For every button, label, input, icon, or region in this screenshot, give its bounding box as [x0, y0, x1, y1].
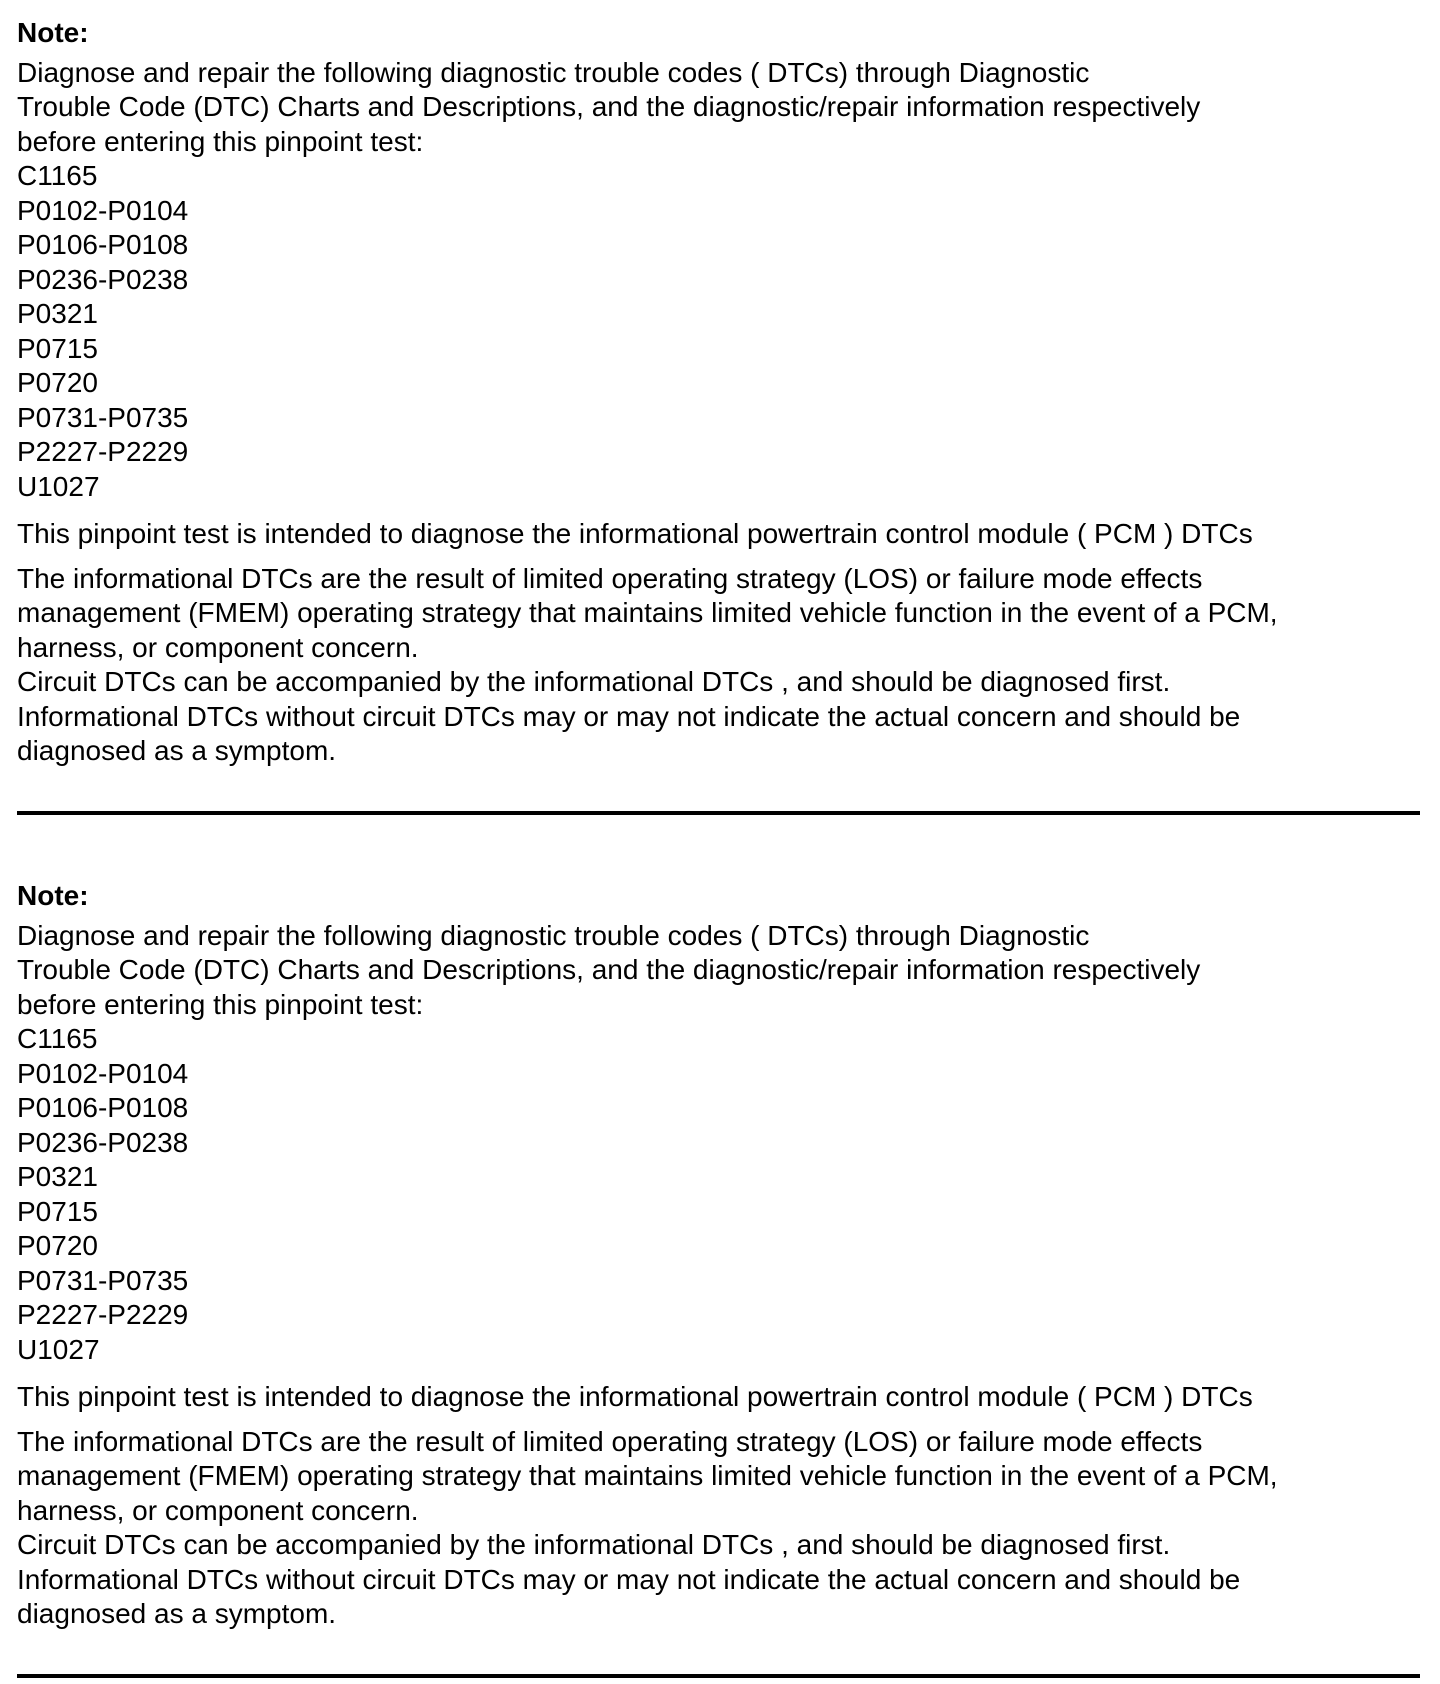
info-line: harness, or component concern. — [17, 1494, 419, 1526]
dtc-code: P2227-P2229 — [17, 436, 189, 467]
dtc-code: P0102-P0104 — [17, 1057, 189, 1089]
dtc-code: P0321 — [17, 298, 98, 329]
intent-statement: This pinpoint test is intended to diagnose the informational powertrain control module ( PCM ) DTCs — [17, 518, 1253, 549]
info-line: Circuit DTCs can be accompanied by the informational DTCs , and should be diagnosed first. — [17, 666, 1171, 697]
dtc-code: P0720 — [17, 367, 98, 398]
info-line: The informational DTCs are the result of limited operating strategy (LOS) or failure mode effects — [17, 562, 1203, 594]
dtc-code: P2227-P2229 — [17, 1299, 189, 1330]
dtc-code: P0715 — [17, 332, 98, 364]
dtc-code: P0715 — [17, 1195, 98, 1227]
intro-paragraph — [17, 919, 1440, 1023]
info-line: Informational DTCs without circuit DTCs may or may not indicate the actual concern and should be — [17, 700, 1241, 732]
info-line: The informational DTCs are the result of limited operating strategy (LOS) or failure mode effects — [17, 1425, 1203, 1457]
info-line: Circuit DTCs can be accompanied by the informational DTCs , and should be diagnosed first. — [17, 1529, 1171, 1560]
intro-line: Diagnose and repair the following diagnostic trouble codes ( DTCs) through Diagnostic — [17, 919, 1090, 951]
dtc-code-list — [17, 1022, 1440, 1367]
intro-line: Trouble Code (DTC) Charts and Descriptions, and the diagnostic/repair information respectively — [17, 91, 1201, 122]
dtc-code: U1027 — [17, 470, 100, 502]
note-label: Note: — [17, 880, 89, 911]
intro-line: Trouble Code (DTC) Charts and Descriptions, and the diagnostic/repair information respectively — [17, 954, 1201, 985]
info-line: diagnosed as a symptom. — [17, 1598, 337, 1629]
note-body — [0, 879, 1440, 1632]
dtc-code: P0102-P0104 — [17, 194, 189, 226]
info-line: harness, or component concern. — [17, 631, 419, 663]
note-section — [0, 0, 1440, 769]
intro-line: before entering this pinpoint test: — [17, 988, 424, 1020]
intro-line: Diagnose and repair the following diagnostic trouble codes ( DTCs) through Diagnostic — [17, 56, 1090, 88]
dtc-code: P0731-P0735 — [17, 401, 189, 433]
dtc-code: C1165 — [17, 1023, 98, 1054]
dtc-code: U1027 — [17, 1333, 100, 1365]
dtc-code: P0106-P0108 — [17, 229, 189, 260]
dtc-code: P0106-P0108 — [17, 1092, 189, 1123]
section-divider — [17, 811, 1420, 815]
info-paragraph — [17, 1425, 1440, 1632]
dtc-code-list — [17, 159, 1440, 504]
dtc-code: P0731-P0735 — [17, 1264, 189, 1296]
dtc-code: C1165 — [17, 160, 98, 191]
note-section — [0, 863, 1440, 1632]
dtc-code: P0236-P0238 — [17, 1126, 189, 1158]
info-paragraph — [17, 562, 1440, 769]
intro-line: before entering this pinpoint test: — [17, 125, 424, 157]
section-divider — [17, 1674, 1420, 1678]
info-line: management (FMEM) operating strategy that maintains limited vehicle function in the event of a PCM, — [17, 1460, 1278, 1491]
dtc-code: P0236-P0238 — [17, 263, 189, 295]
intro-paragraph — [17, 56, 1440, 160]
dtc-code: P0720 — [17, 1230, 98, 1261]
intent-statement: This pinpoint test is intended to diagnose the informational powertrain control module ( PCM ) DTCs — [17, 1381, 1253, 1412]
note-body — [0, 16, 1440, 769]
info-line: management (FMEM) operating strategy that maintains limited vehicle function in the event of a PCM, — [17, 597, 1278, 628]
dtc-code: P0321 — [17, 1161, 98, 1192]
note-label: Note: — [17, 17, 89, 48]
info-line: Informational DTCs without circuit DTCs may or may not indicate the actual concern and should be — [17, 1563, 1241, 1595]
info-line: diagnosed as a symptom. — [17, 735, 337, 766]
